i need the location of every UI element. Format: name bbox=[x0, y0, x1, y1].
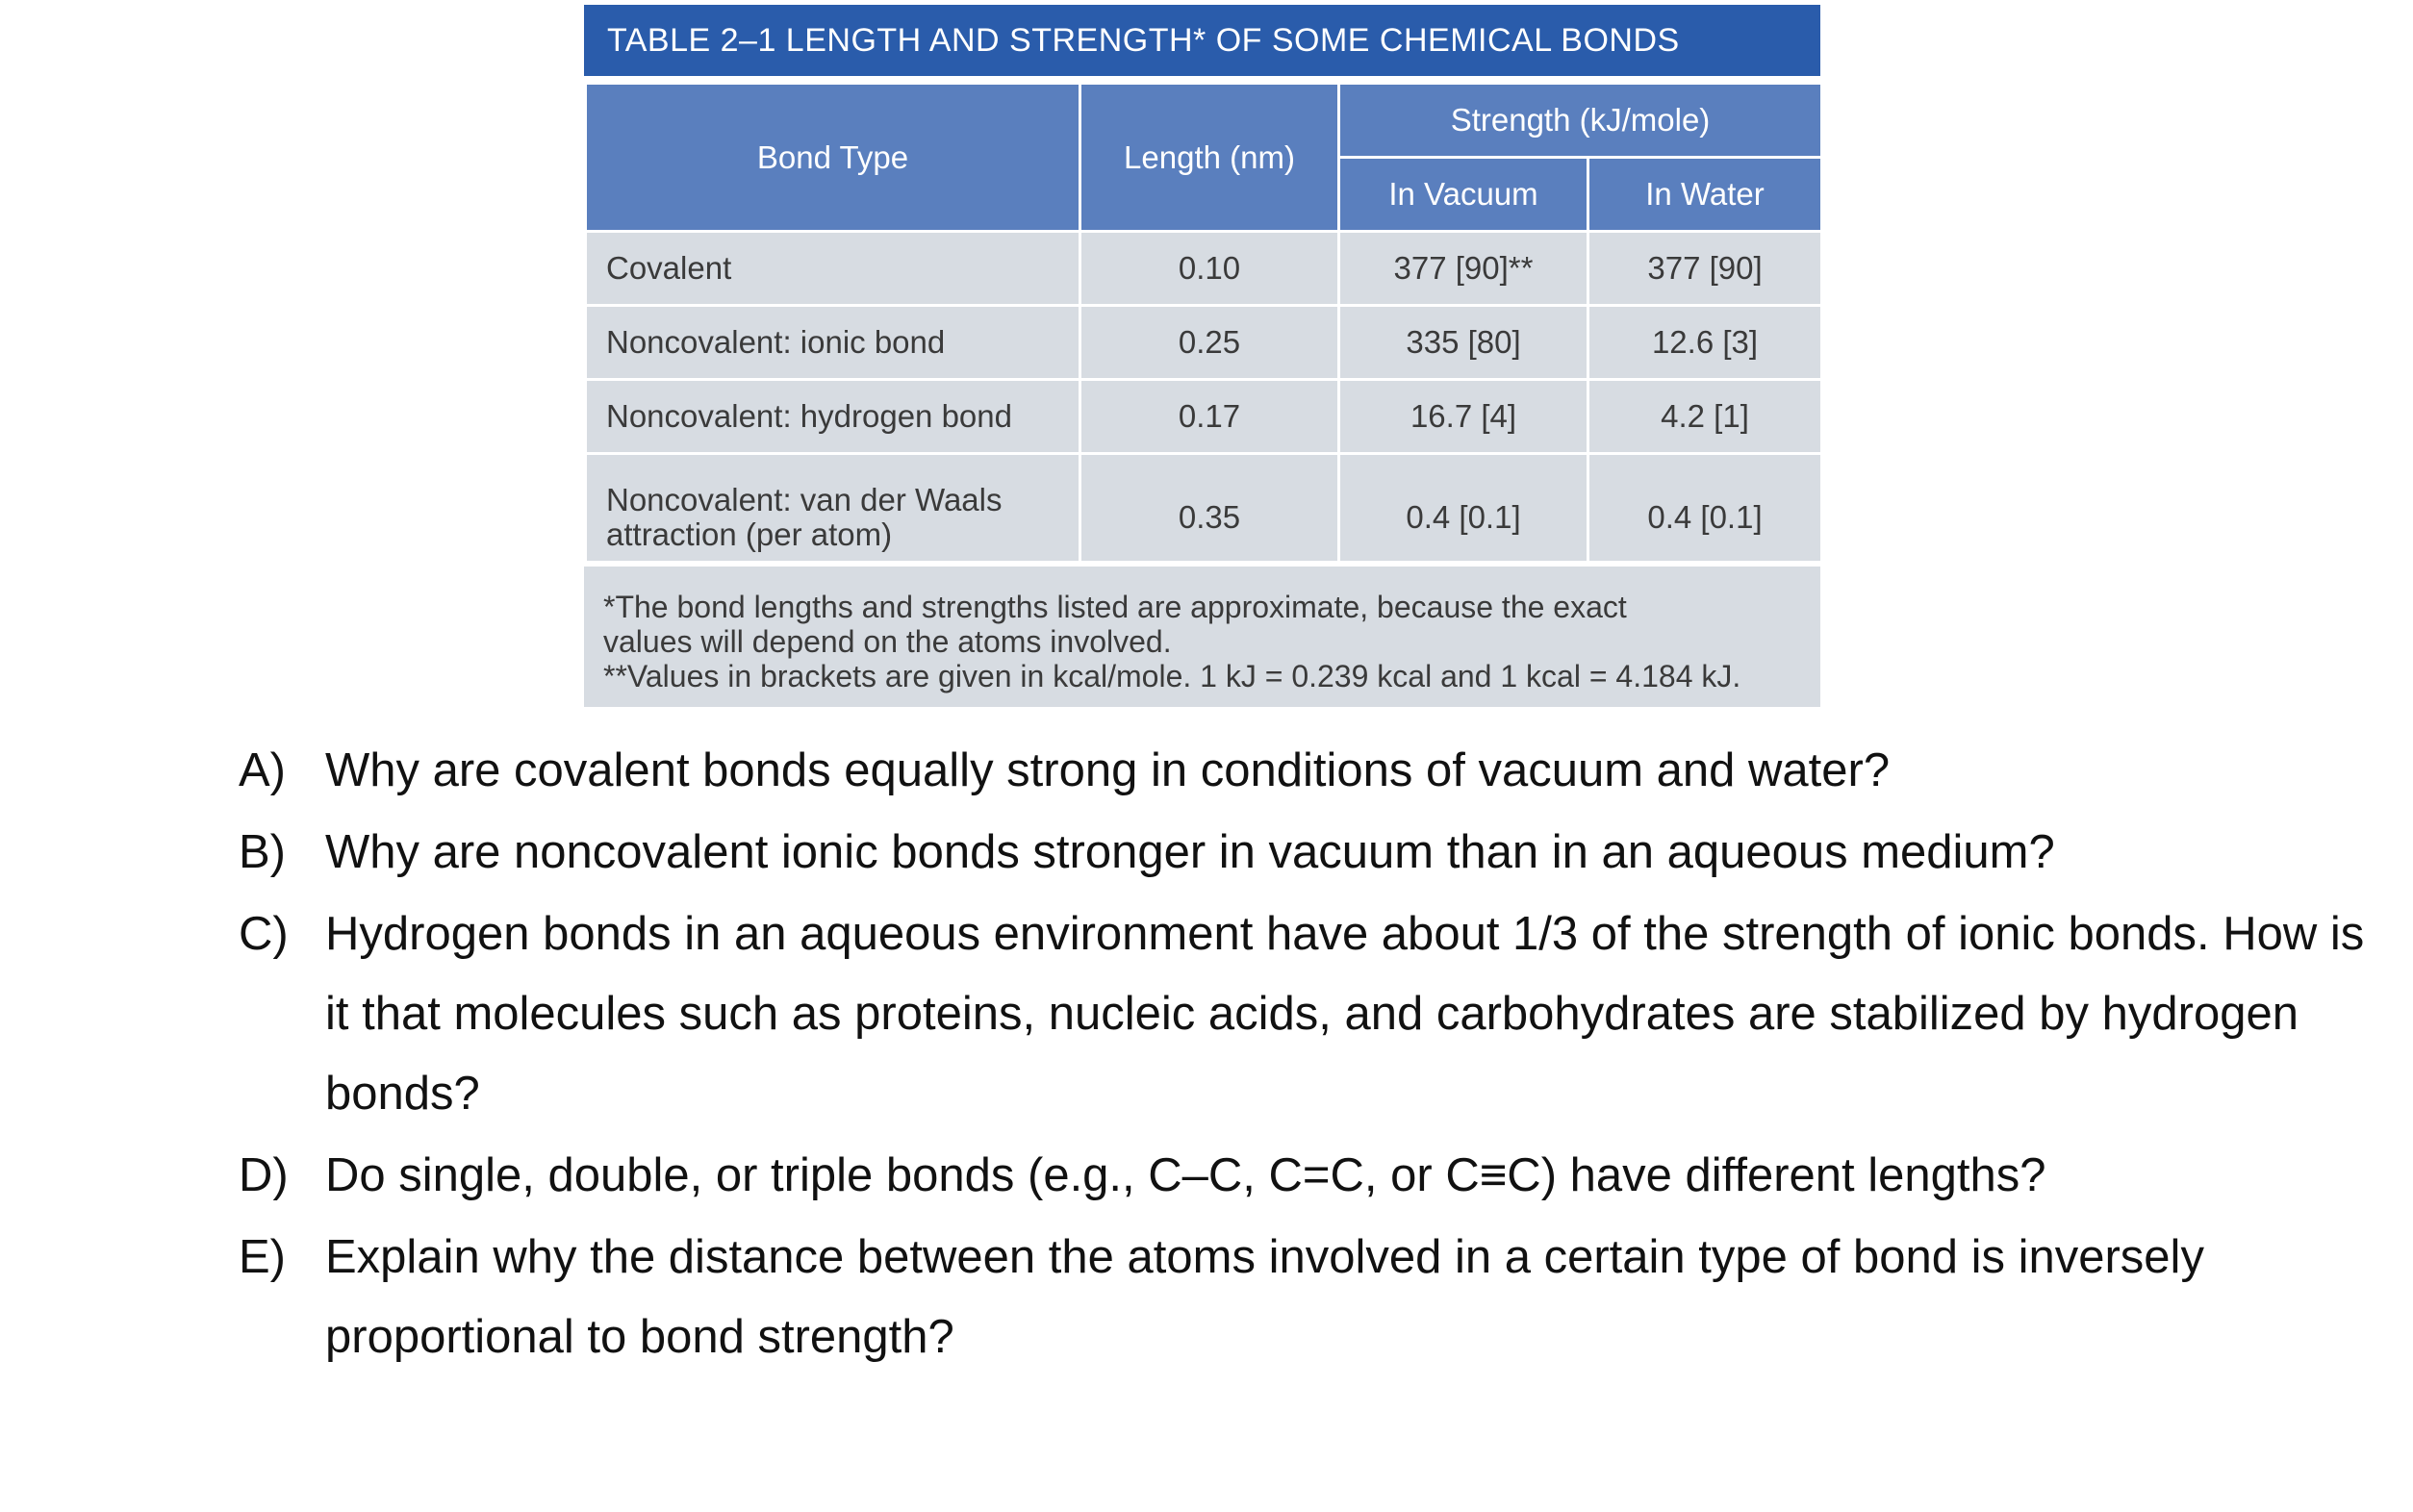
cell-length: 0.10 bbox=[1080, 232, 1339, 306]
question-item bbox=[239, 1218, 2384, 1377]
question-letter: C) bbox=[239, 908, 289, 960]
question-item bbox=[239, 813, 2384, 893]
question-text: Hydrogen bonds in an aqueous environment have about 1/3 of the strength of ionic bonds. How is it that molecules such as proteins, nucleic acids, and carbohydrates are stabilized by hydrogen bonds? bbox=[325, 908, 2365, 1120]
question-letter: E) bbox=[239, 1231, 286, 1283]
question-text: Why are covalent bonds equally strong in conditions of vacuum and water? bbox=[325, 744, 1891, 796]
table-footnotes bbox=[584, 564, 1820, 707]
question-text: Do single, double, or triple bonds (e.g., C–C, C=C, or C≡C) have different lengths? bbox=[325, 1149, 2046, 1201]
header-bond-type: Bond Type bbox=[586, 84, 1080, 232]
header-strength: Strength (kJ/mole) bbox=[1339, 84, 1822, 158]
cell-vacuum: 377 [90]** bbox=[1339, 232, 1588, 306]
cell-length: 0.17 bbox=[1080, 380, 1339, 454]
table-row bbox=[586, 306, 1822, 380]
question-list bbox=[239, 731, 2384, 1377]
header-in-vacuum: In Vacuum bbox=[1339, 158, 1588, 232]
bond-data-table bbox=[584, 82, 1823, 564]
table-row bbox=[586, 380, 1822, 454]
header-length: Length (nm) bbox=[1080, 84, 1339, 232]
question-text: Why are noncovalent ionic bonds stronger in vacuum than in an aqueous medium? bbox=[325, 826, 2055, 878]
cell-bond-type bbox=[586, 454, 1080, 563]
table-row bbox=[586, 232, 1822, 306]
cell-water: 12.6 [3] bbox=[1588, 306, 1822, 380]
table-title: TABLE 2–1 LENGTH AND STRENGTH* OF SOME CHEMICAL BONDS bbox=[584, 5, 1820, 82]
cell-bond-type: Covalent bbox=[586, 232, 1080, 306]
header-in-water: In Water bbox=[1588, 158, 1822, 232]
footnote-line: values will depend on the atoms involved. bbox=[603, 624, 1172, 659]
question-letter: A) bbox=[239, 744, 286, 796]
question-item bbox=[239, 895, 2384, 1134]
cell-vacuum: 16.7 [4] bbox=[1339, 380, 1588, 454]
cell-bond-type-line1: Noncovalent: van der Waals bbox=[606, 481, 1003, 517]
cell-vacuum: 0.4 [0.1] bbox=[1339, 454, 1588, 563]
question-item bbox=[239, 731, 2384, 811]
cell-bond-type-line2: attraction (per atom) bbox=[606, 516, 893, 552]
footnote-line: *The bond lengths and strengths listed are approximate, because the exact bbox=[603, 590, 1627, 624]
cell-bond-type: Noncovalent: hydrogen bond bbox=[586, 380, 1080, 454]
question-text: Explain why the distance between the atoms involved in a certain type of bond is inversely proportional to bond strength? bbox=[325, 1231, 2204, 1363]
question-item bbox=[239, 1136, 2384, 1216]
table-row bbox=[586, 454, 1822, 563]
footnote-line: **Values in brackets are given in kcal/mole. 1 kJ = 0.239 kcal and 1 kcal = 4.184 kJ. bbox=[603, 659, 1741, 693]
cell-length: 0.35 bbox=[1080, 454, 1339, 563]
cell-bond-type: Noncovalent: ionic bond bbox=[586, 306, 1080, 380]
cell-water: 0.4 [0.1] bbox=[1588, 454, 1822, 563]
cell-vacuum: 335 [80] bbox=[1339, 306, 1588, 380]
question-letter: D) bbox=[239, 1149, 289, 1201]
cell-water: 4.2 [1] bbox=[1588, 380, 1822, 454]
question-letter: B) bbox=[239, 826, 286, 878]
cell-length: 0.25 bbox=[1080, 306, 1339, 380]
cell-water: 377 [90] bbox=[1588, 232, 1822, 306]
bond-table bbox=[584, 5, 1820, 707]
